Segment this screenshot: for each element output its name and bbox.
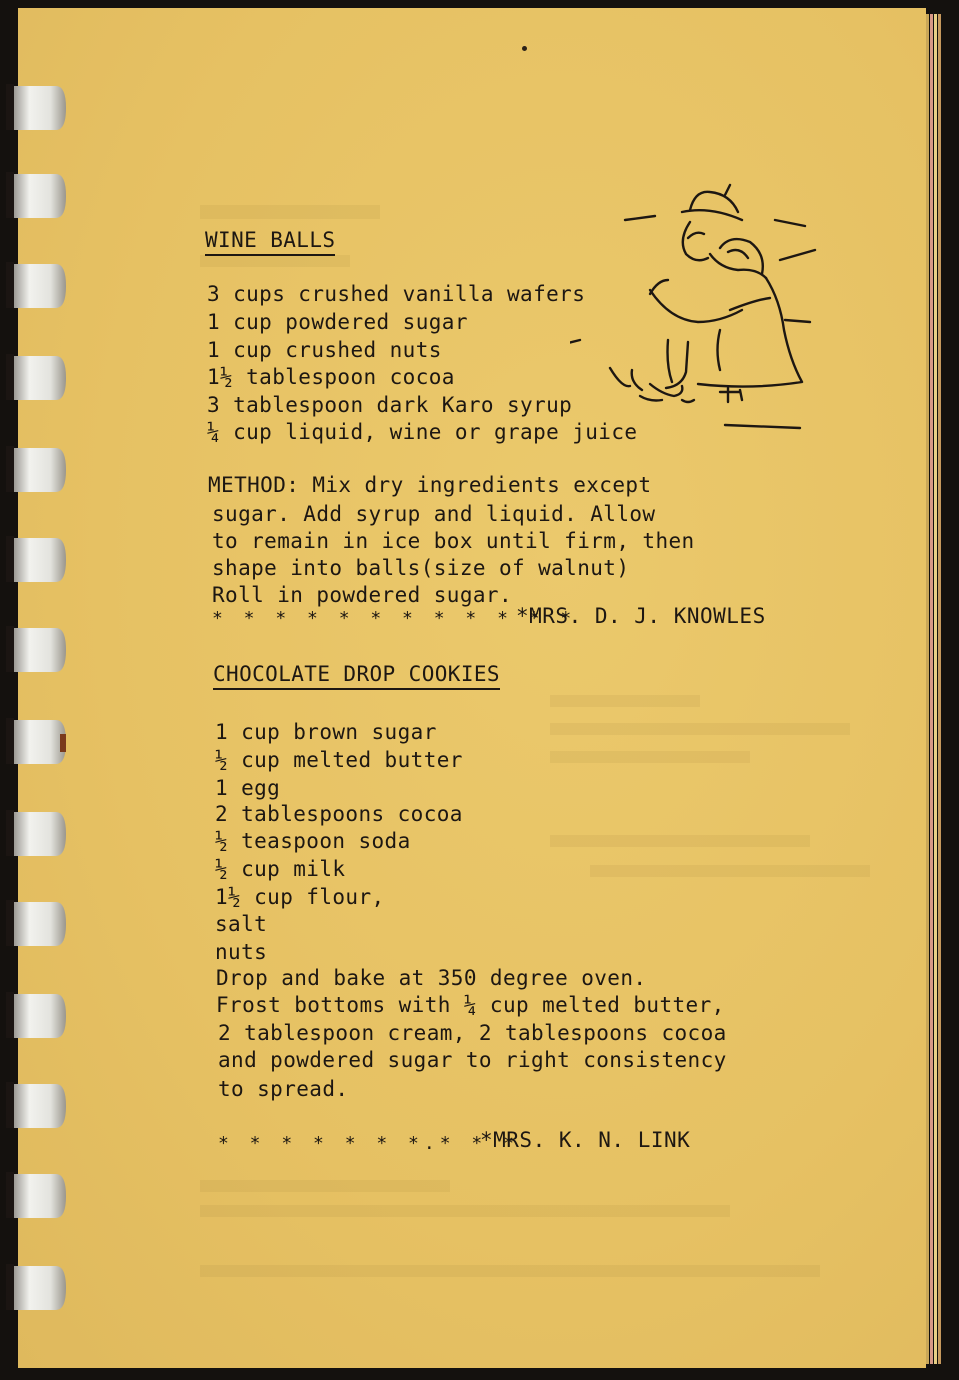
- recipe2-ingredient: 1½ cup flour,: [215, 885, 385, 909]
- recipe2-ingredient: ½ cup melted butter: [215, 748, 463, 772]
- girl-and-boy-sketch-icon: [570, 150, 830, 440]
- recipe2-method-line: to spread.: [218, 1077, 349, 1101]
- recipe1-ingredient: 1 cup powdered sugar: [207, 310, 468, 334]
- recipe1-ingredient: 3 cups crushed vanilla wafers: [207, 282, 586, 306]
- recipe2-method-line: Frost bottoms with ¼ cup melted butter,: [216, 993, 725, 1017]
- recipe1-method-line: Roll in powdered sugar.: [212, 583, 512, 607]
- page-edge: [930, 14, 933, 1364]
- recipe2-ingredient: 1 cup brown sugar: [215, 720, 437, 744]
- ink-dot: [522, 46, 527, 51]
- recipe1-stars: * * * * * * * * * * * *: [212, 608, 577, 629]
- recipe2-stars: * * * * * * *.* * *: [218, 1133, 519, 1154]
- recipe2-author: *MRS. K. N. LINK: [480, 1128, 691, 1152]
- recipe2-method-line: Drop and bake at 350 degree oven.: [216, 966, 647, 990]
- recipe1-ingredient: ¼ cup liquid, wine or grape juice: [207, 420, 638, 444]
- recipe2-ingredient: ½ cup milk: [215, 857, 346, 881]
- page-edge: [938, 14, 941, 1364]
- page-edge: [934, 14, 937, 1364]
- recipe2-method-line: 2 tablespoon cream, 2 tablespoons cocoa: [218, 1021, 727, 1045]
- page-edge: [926, 14, 929, 1364]
- spiral-rings: [6, 84, 66, 1310]
- recipe1-method-line: shape into balls(size of walnut): [212, 556, 630, 580]
- recipe2-ingredient: ½ teaspoon soda: [215, 829, 411, 853]
- recipe1-ingredient: 1½ tablespoon cocoa: [207, 365, 455, 389]
- spiral-binding: [0, 0, 80, 1380]
- recipe2-ingredient: 1 egg: [215, 776, 281, 800]
- recipe2-ingredient: salt: [215, 912, 268, 936]
- recipe1-method-line: sugar. Add syrup and liquid. Allow: [212, 502, 656, 526]
- recipe1-ingredient: 3 tablespoon dark Karo syrup: [207, 393, 573, 417]
- recipe2-title: CHOCOLATE DROP COOKIES: [213, 662, 500, 690]
- recipe2-ingredient: nuts: [215, 940, 268, 964]
- recipe2-method-line: and powdered sugar to right consistency: [218, 1048, 727, 1072]
- recipe1-author: *MRS. D. J. KNOWLES: [516, 604, 766, 628]
- recipe1-title: WINE BALLS: [205, 228, 335, 256]
- recipe1-method-line: to remain in ice box until firm, then: [212, 529, 695, 553]
- recipe2-ingredient: 2 tablespoons cocoa: [215, 802, 463, 826]
- recipe1-method-line: METHOD: Mix dry ingredients except: [208, 473, 652, 497]
- recipe1-ingredient: 1 cup crushed nuts: [207, 338, 442, 362]
